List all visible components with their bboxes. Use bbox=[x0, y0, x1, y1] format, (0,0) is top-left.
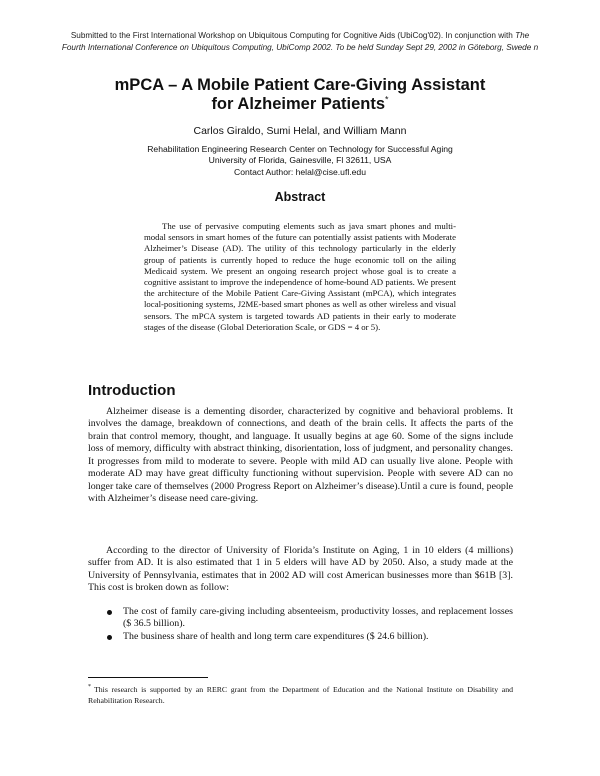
abstract-heading: Abstract bbox=[274, 190, 326, 204]
list-item-text: The cost of family care-giving including absenteeism, productivity losses, and replacement losses ($ 36.5 billion). bbox=[123, 606, 513, 630]
footnote-marker: * bbox=[88, 684, 91, 691]
introduction-heading: Introduction bbox=[88, 382, 176, 399]
submission-note-italic: Fourth International Conference on Ubiquitous Computing, UbiComp 2002. To be held Sunday Sept 29, 2002 in Göteborg, Swede n bbox=[61, 43, 539, 52]
affiliation-line-2: University of Florida, Gainesville, Fl 32611, USA bbox=[208, 155, 392, 166]
title-footnote-marker: * bbox=[385, 94, 389, 105]
title-line-1: mPCA – A Mobile Patient Care-Giving Assistant bbox=[114, 76, 486, 94]
author-list: Carlos Giraldo, Sumi Helal, and William Mann bbox=[193, 125, 407, 137]
abstract-body: The use of pervasive computing elements such as java smart phones and multi-modal sensors in smart homes of the future can potentially assist patients with Moderate Alzheimer’s Disease (AD). The utility of this technology particularly in the elderly group of patients is currently hoped to reduce the huge economic toll on the ailing Medicaid system. We present an ongoing research project whose goal is to create a cognitive assistant to improve the independence of home-bound AD patients. We present the architecture of the Mobile Patient Care-Giving Assistant (mPCA), which integrates local-positioning systems, J2ME-based smart phones as well as other wireless and visual sensors. The mPCA system is targeted towards AD patients in their early to moderate stages of the disease (Global Deterioration Scale, or GDS = 4 or 5). bbox=[144, 221, 456, 332]
list-item bbox=[88, 606, 513, 631]
introduction-paragraph-1: Alzheimer disease is a dementing disorder, characterized by cognitive and behavioral problems. It involves the damage, breakdown of connections, and death of the brain cells. It affects the parts of the brain that control memory, thought, and language. It usually begins at age 60. Some of the signs include loss of memory, difficulty with abstract thinking, disorientation, loss of judgment, and personality changes. It progresses from mild to moderate to severe. People with mild AD can usually live alone. People with moderate AD may have great difficulty functioning without supervision. People with severe AD can no longer take care of themselves (2000 Progress Report on Alzheimer’s disease).Until a cure is found, people with Alzheimer’s disease need care-giving. bbox=[88, 406, 513, 505]
title-line-2: for Alzheimer Patients bbox=[211, 95, 386, 113]
footnote-divider bbox=[88, 677, 208, 678]
bullet-icon bbox=[107, 635, 112, 640]
contact-author: Contact Author: helal@cise.ufl.edu bbox=[234, 166, 366, 177]
affiliation-line-1: Rehabilitation Engineering Research Center on Technology for Successful Aging bbox=[147, 144, 453, 154]
list-item bbox=[88, 631, 513, 643]
affiliation bbox=[60, 144, 540, 178]
list-item-text: The business share of health and long term care expenditures ($ 24.6 billion). bbox=[123, 630, 429, 642]
bullet-icon bbox=[107, 610, 112, 615]
paper-title bbox=[60, 76, 540, 114]
submission-note-text: Submitted to the First International Workshop on Ubiquitous Computing for Cognitive Aids (UbiCog'02). In conjunction with bbox=[70, 31, 516, 40]
submission-note bbox=[20, 30, 580, 54]
cost-breakdown-list bbox=[88, 606, 513, 643]
submission-note-italic-start: The bbox=[515, 31, 530, 40]
footnote bbox=[88, 684, 513, 706]
introduction-paragraph-2: According to the director of University of Florida’s Institute on Aging, 1 in 10 elders (4 millions) suffer from AD. It is also estimated that 1 in 5 elders will have AD by 2050. Also, a study made at the University of Pennsylvania, estimates that in 2002 AD will cost American businesses more than $61B [3]. This cost is broken down as follow: bbox=[88, 545, 513, 594]
footnote-text: This research is supported by an RERC grant from the Department of Education and the National Institute on Disability and Rehabilitation Research. bbox=[88, 685, 513, 705]
